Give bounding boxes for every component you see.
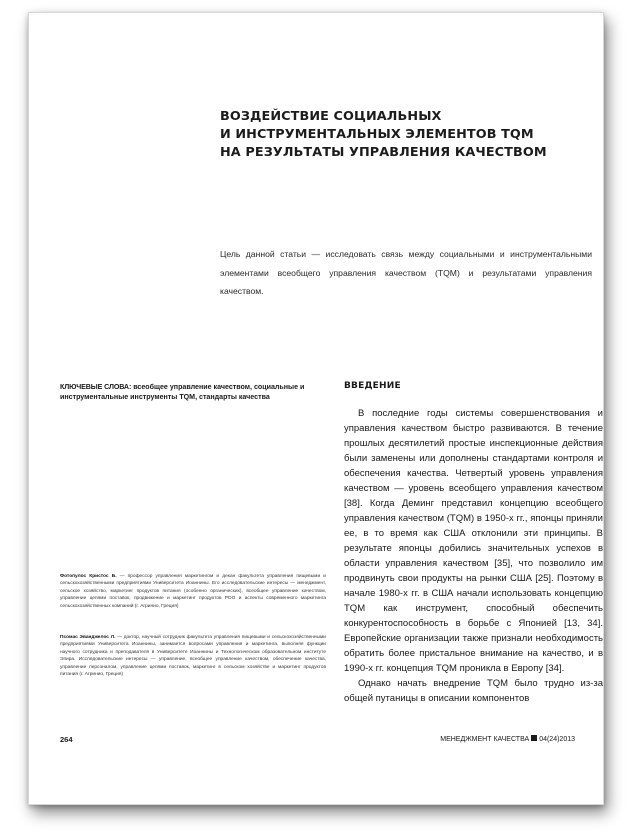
running-footer: [440, 735, 575, 743]
author-name: Псомас Эванджелос Л.: [60, 635, 116, 640]
section-heading: ВВЕДЕНИЕ: [344, 381, 401, 391]
paragraph: Однако начать внедрение TQM было трудно из-за общей путаницы в описании компонентов: [344, 678, 603, 704]
paragraph: В последние годы системы совершенствования и управления качеством быстро развиваются. В течение прошлых десятилетий простые инспекционные действия были заменены или дополнены стандартами контроля и обеспечения качества. Четвертый уровень управления качеством — уровень всеобщего управления качеством [38]. Когда Деминг представил концепцию всеобщего управления качеством (TQM) в 1950-х гг., японцы приняли ее, в то время как США отклонили эти принципы. В результате японцы добились значительных успехов в области управления качеством [35], что позволило им продвинуть свои продукты на рынки США [25]. Поэтому в начале 1980-х гг. в США начали использовать концепцию TQM как инструмент, способный обеспечить конкурентоспособность в борьбе с Японией [13, 34]. Европейские организации также признали необходимость обратить более пристальное внимание на качество, и в 1990-х гг. концепция TQM проникла в Европу [34].: [344, 408, 603, 674]
abstract: Цель данной статьи — исследовать связь между социальными и инструментальными элементами всеобщего управления качеством (TQM) и результатами управления качеством.: [220, 249, 592, 296]
author-description: — доктор, научный сотрудник факультета управления пищевыми и сельскохозяйственными предприятиями Университета Иоаннины, занимается вопросами управления и маркетинга, выполняя функции научного сотрудника и преподавателя в Университете Иоаннины и Технологическом образовательном институте Эпира. Исследовательские интересы — управление, всеобщее управление качеством, обеспечение качества, управление персоналом, управление цепями поставок, маркетинг в сельском хозяйстве и маркетинг продуктов питания (г. Агринио, Греция): [60, 635, 326, 678]
title-line: И ИНСТРУМЕНТАЛЬНЫХ ЭЛЕМЕНТОВ TQM: [220, 127, 534, 142]
author-bio: [60, 634, 326, 678]
keywords: [60, 382, 325, 402]
square-bullet-icon: [531, 735, 537, 741]
journal-name: МЕНЕДЖМЕНТ КАЧЕСТВА: [440, 736, 530, 743]
page-number: 264: [60, 735, 73, 744]
journal-page: [28, 12, 604, 805]
keywords-text: всеобщее управление качеством, социальные и инструментальные инструменты TQM, стандарты качества: [60, 383, 305, 401]
article-title: [220, 108, 590, 162]
issue-number: 04(24)2013: [539, 736, 575, 743]
title-line: ВОЗДЕЙСТВИЕ СОЦИАЛЬНЫХ: [220, 109, 442, 124]
author-description: — профессор управления маркетингом и декан факультета управления пищевыми и сельскохозяйственными предприятиями Университета Иоаннины. Его исследовательские интересы — менеджмент, сельское хозяйство, маркетинг продуктов питания (особенно органических), всеобщее управление качеством, управление цепями поставок, продвижение и маркетинг продуктов PDO и аспекты современного маркетинга сельскохозяйственных компаний (г. Агринио, Греция): [60, 574, 326, 609]
body-text: [344, 406, 603, 706]
keywords-label: КЛЮЧЕВЫЕ СЛОВА:: [60, 383, 132, 391]
title-line: НА РЕЗУЛЬТАТЫ УПРАВЛЕНИЯ КАЧЕСТВОМ: [220, 145, 547, 160]
author-name: Фотопулос Кристос Б.: [60, 574, 117, 579]
author-bio: [60, 573, 326, 610]
